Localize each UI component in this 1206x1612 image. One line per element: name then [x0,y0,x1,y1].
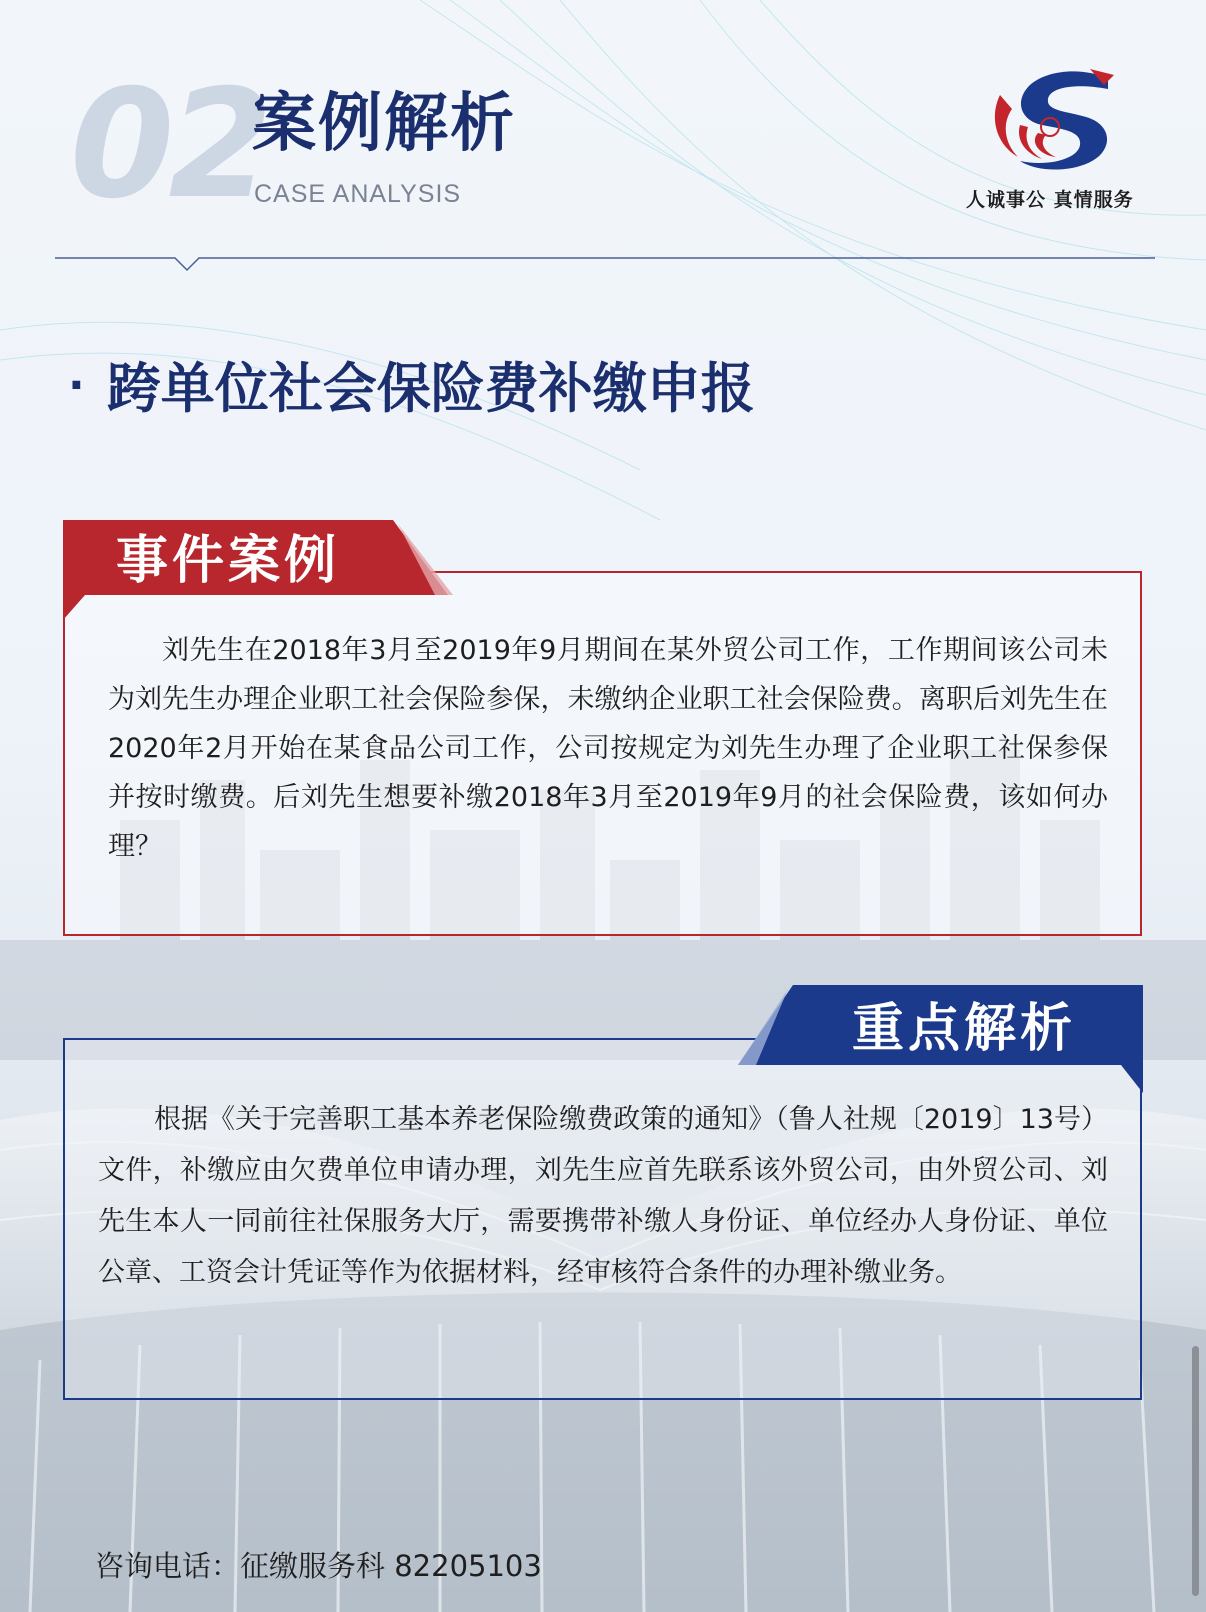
analysis-body: 根据《关于完善职工基本养老保险缴费政策的通知》（鲁人社规〔2019〕13号）文件，补缴应由欠费单位申请办理，刘先生应首先联系该外贸公司，由外贸公司、刘先生本人一同前往社保服务大厅，需要携带补缴人身份证、单位经办人身份证、单位公章、工资会计凭证等作为依据材料，经审核符合条件的办理补缴业务。 [98,1104,1108,1288]
scrollbar[interactable] [1192,1346,1199,1596]
contact-phone: 咨询电话：征缴服务科 82205103 [95,1549,542,1583]
topic-title-text: 跨单位社会保险费补缴申报 [106,357,755,420]
case-body: 刘先生在2018年3月至2019年9月期间在某外贸公司工作，工作期间该公司未为刘先生办理企业职工社会保险参保，未缴纳企业职工社会保险费。离职后刘先生在2020年2月开始在某食品公司工作，公司按规定为刘先生办理了企业职工社保参保并按时缴费。后刘先生想要补缴2018年3月至2019年9月的社会保险费，该如何办理？ [108,635,1108,862]
section-number: 02 [70,58,267,232]
analysis-heading: 重点解析 [852,999,1077,1059]
section-subtitle: CASE ANALYSIS [254,180,462,208]
bureau-logo-icon [990,65,1120,175]
case-heading: 事件案例 [116,531,341,591]
slogan: 人诚事公 真情服务 [966,189,1134,211]
section-title: 案例解析 [252,87,516,161]
topic-bullet: · [68,360,85,412]
topic-title [68,357,755,420]
header-divider [55,252,1155,282]
